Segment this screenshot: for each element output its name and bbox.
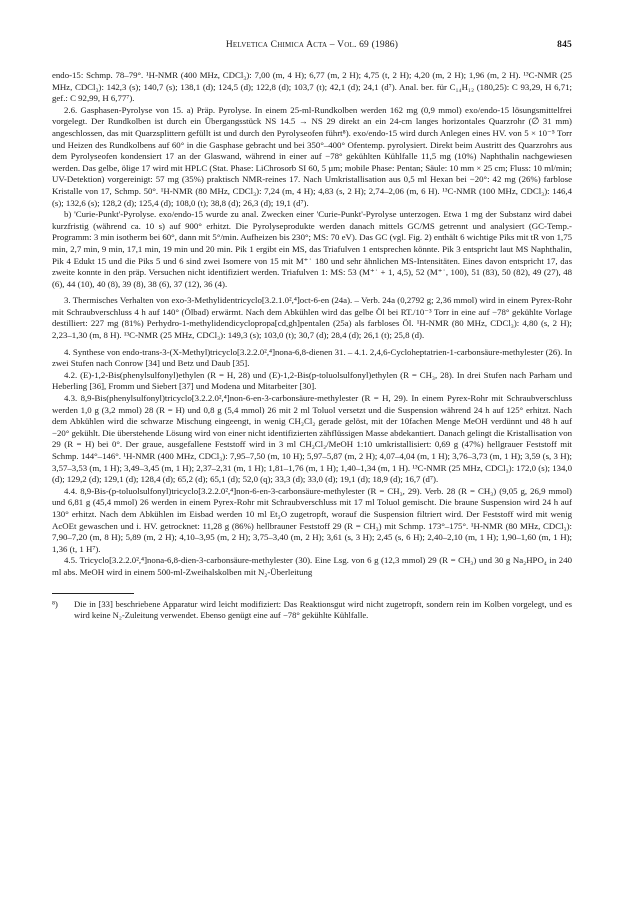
article-body [52,70,572,579]
footnote-mark: ⁸) [52,598,58,609]
section-4-synthesis: 4. Synthese von endo-trans-3-(X-Methyl)tricyclo[3.2.2.0²,⁴]nona-6,8-dienen 31. – 4.1. 2,4,6-Cycloheptatrien-1-carbonsäure-methylester (26). In zwei Stufen nach Conrow [34] und Betz und Daub [35]. [52,346,572,369]
footnote-8 [52,599,572,622]
running-header [52,40,572,56]
footnote-text: Die in [33] beschriebene Apparatur wird leicht modifiziert: Das Reaktionsgut wird nicht zugetropft, sondern rein im Kolben vorgelegt, und es wird keine N₂-Zuleitung verwendet. Ebenso genügt eine auf −78° gekühlte Kühlfalle. [74,598,572,620]
page-number: 845 [557,40,572,50]
section-3-thermal-behavior: 3. Thermisches Verhalten von exo-3-Methylidentricyclo[3.2.1.0²,⁴]oct-6-en (24a). – Verb. 24a (0,2792 g; 2,36 mmol) wird in einem Pyrex-Rohr mit Schraubverschluss 4 h auf 140° (Ölbad) erwärmt. Nach dem Abkühlen wird das gelbe Öl bei RT./10⁻³ Torr in eine auf −78° gekühlte Vorlage destilliert: 227 mg (81%) Perhydro-1-methylidendicyclopropa[cd,gh]pentalen (25a) als farbloses Öl. ¹H-NMR (80 MHz, CDCl₃): 4,80 (s, 2 H); 2,23–1,30 (m, 8 H). ¹³C-NMR (25 MHz, CDCl₃): 149,3 (s); 103,0 (t); 30,7 (d); 28,4 (d); 26,1 (t); 25,8 (d). [52,295,572,341]
paragraph-curie-point-pyrolysis: b) 'Curie-Punkt'-Pyrolyse. exo/endo-15 wurde zu anal. Zwecken einer 'Curie-Punkt'-Pyrolyse unterzogen. Etwa 1 mg der Substanz wird dabei kurzfristig (während ca. 10 s) auf 900° erhitzt. Die Pyrolyseprodukte werden danach mittels GC/MS getrennt und analysiert (GC-Temp.-Programm: 3 min isotherm bei 60°, dann mit 5°/min. Aufheizen bis 230°; MS: 70 eV). Das GC (vgl. Fig. 2) enthält 6 wichtige Piks mit tR von 1,75 min, 2,7 min, 9 min, 17,1 min, 19 min und 20 min. Pik 1 ergibt ein MS, das Triafulven 1 entsprechen könnte. Pik 3 entspricht laut MS Naphthalin, Pik 4 Edukt 15 und die Piks 5 und 6 sind zwei Isomere von 15 mit M⁺˙ 180 und sehr ähnlichen MS-Intensitäten. Eines davon entspricht 17, das zweite konnte in den präp. Versuchen nicht identifiziert werden. Triafulven 1: MS: 53 (M⁺˙ + 1, 4,5), 52 (M⁺˙, 100), 51 (83), 50 (82), 49 (27), 48 (6), 44 (10), 40 (8), 39 (8), 38 (6), 37 (12), 36 (4). [52,209,572,289]
paragraph-4-2: 4.2. (E)-1,2-Bis(phenylsulfonyl)ethylen (R = H, 28) und (E)-1,2-Bis(p-toluolsulfonyl)ethylen (R = CH₃, 28). In drei Stufen nach Parham und Heberling [36], Fromm und Siebert [37] und Modena und Mitarbeiter [30]. [52,369,572,392]
paragraph-4-3: 4.3. 8,9-Bis(phenylsulfonyl)tricyclo[3.2.2.0²,⁴]non-6-en-3-carbonsäure-methylester (R = H, 29). In einem Pyrex-Rohr mit Schraubverschluss werden 1,0 g (3,2 mmol) 28 (R = H) und 0,8 g (5,4 mmol) 26 mit 2 ml Toluol versetzt und die Suspension während 24 h auf 125° erhitzt. Nach dem Abkühlen wird die schwarze Mischung eingeengt, in wenig CH₂Cl₂ gerade gelöst, mit der 10fachen Menge MeOH verdünnt und 48 h auf −20° gekühlt. Die überstehende Lösung wird von einer nicht identifizierten zähflüssigen Masse abdekantiert. Danach gelingt die Kristallisation von 29 (R = H) bei 0°. Der graue, ausgefallene Feststoff wird in 3 ml CH₂Cl₂/MeOH 1:10 umkristallisiert: 0,69 g (47%) hellgrauer Feststoff mit Schmp. 144°–146°. ¹H-NMR (400 MHz, CDCl₃): 7,95–7,50 (m, 10 H); 5,97–5,87 (m, 2 H); 4,07–4,04 (m, 1 H); 3,76–3,73 (m, 1 H); 3,59 (s, 3 H); 3,57–3,53 (m, 1 H); 3,49–3,45 (m, 1 H); 2,37–2,31 (m, 1 H); 1,81–1,76 (m, 1 H); 1,40–1,34 (m, 1 H). ¹³C-NMR (25 MHz, CDCl₃): 172,0 (s); 134,0 (d); 129,2 (d); 129,1 (d); 128,4 (d); 65,2 (d); 65,1 (d); 52,0 (q); 33,3 (d); 33,0 (d); 19,1 (d); 18,9 (d); 16,7 (d⁷). [52,393,572,485]
paragraph-endo15-data: endo-15: Schmp. 78–79°. ¹H-NMR (400 MHz, CDCl₃): 7,00 (m, 4 H); 6,77 (m, 2 H); 4,75 (t, 2 H); 4,20 (m, 2 H); 1,96 (m, 2 H). ¹³C-NMR (25 MHz, CDCl₃): 142,3 (s); 140,7 (s); 138,1 (d); 124,5 (d); 122,8 (d); 103,7 (t); 42,1 (d); 24,1 (d⁷). Anal. ber. für C₁₄H₁₂ (180,25): C 93,29, H 6,71; gef.: C 92,99, H 6,77⁷). [52,70,572,104]
paragraph-4-5: 4.5. Tricyclo[3.2.2.0²,⁴]nona-6,8-dien-3-carbonsäure-methylester (30). Eine Lsg. von 6 g (12,3 mmol) 29 (R = CH₃) und 30 g Na₂HPO₄ in 240 ml abs. MeOH wird in einem 500-ml-Zweihalskolben mit N₂-Überleitung [52,555,572,577]
footnote-divider [52,593,134,594]
paragraph-4-4: 4.4. 8,9-Bis-(p-toluolsulfonyl)tricyclo[3.2.2.0²,⁴]non-6-en-3-carbonsäure-methylester (R = CH₃, 29). Verb. 28 (R = CH₃) (9,05 g, 26,9 mmol) und 6,81 g (45,4 mmol) 26 werden in einem Pyrex-Rohr mit Schraubverschluss mit 17 ml Toluol gemischt. Die braune Suspension wird 24 h auf 130° erhitzt. Nach dem Abkühlen im Eisbad werden 10 ml Et₂O zugetropft, worauf die Suspension filtriert wird. Der Feststoff wird mit wenig AcOEt gewaschen und i. HV. getrocknet: 11,28 g (86%) hellbrauner Feststoff 29 (R = CH₃) mit Schmp. 173°–175°. ¹H-NMR (80 MHz, CDCl₃): 7,90–7,20 (m, 8 H); 5,89 (m, 2 H); 4,10–3,95 (m, 2 H); 3,75–3,40 (m, 2 H); 3,61 (s, 3 H); 2,45 (s, 6 H); 2,40–2,10 (m, 1 H); 1,90–1,60 (m, 1 H); 1,36 (t, 1 H⁷). [52,485,572,554]
paragraph-2-6-gas-phase-pyrolysis: 2.6. Gasphasen-Pyrolyse von 15. a) Präp. Pyrolyse. In einem 25-ml-Rundkolben werden 162 mg (0,9 mmol) exo/endo-15 lösungsmittelfrei vorgelegt. Der Rundkolben ist durch ein Übergangsstück NS 14.5 → NS 29 direkt an ein 24-cm langes horizontales Quarzrohr (∅ 31 mm) angeschlossen, das mit Quarzsplittern gefüllt ist und durch den Pyrolyseofen führt⁸). exo/endo-15 wird durch Anlegen eines HV. von 5 × 10⁻⁵ Torr und Heizen des Rundkolbens auf 60° in die Gasphase gebracht und bei 350°–400° Ofentemp. pyrolysiert. Direkt beim Austritt des Quarzrohrs aus dem Pyrolyseofen kondensiert 17 an der Glaswand, während in einer auf −78° gekühlten Kühlfalle 11,5 mg (10%) Naphthalin nachgewiesen werden. Das gelbe, ölige 17 wird mit HPLC (Stat. Phase: LiChrosorb SI 60, 5 µm; mobile Phase: Pentan; Säule: 10 mm × 25 cm; Fluss: 10 ml/min; UV-Detektion) vorgereinigt: 57 mg (35%) praktisch NMR-reines 17. Nach Umkristallisation aus 0,5 ml Hexan bei −20°: 42 mg (26%) farblose Kristalle von 17, Schmp. 50°. ¹H-NMR (80 MHz, CDCl₃): 7,24 (m, 4 H); 4,83 (s, 2 H); 2,74–2,06 (m, 6 H). ¹³C-NMR (100 MHz, CDCl₃): 146,4 (s); 132,6 (s); 128,2 (d); 125,4 (d); 108,0 (t); 38,8 (d); 26,3 (d); 19,1 (d⁷). [52,104,572,208]
journal-title: Helvetica Chimica Acta – Vol. 69 (1986) [225,40,399,50]
page [52,40,572,621]
